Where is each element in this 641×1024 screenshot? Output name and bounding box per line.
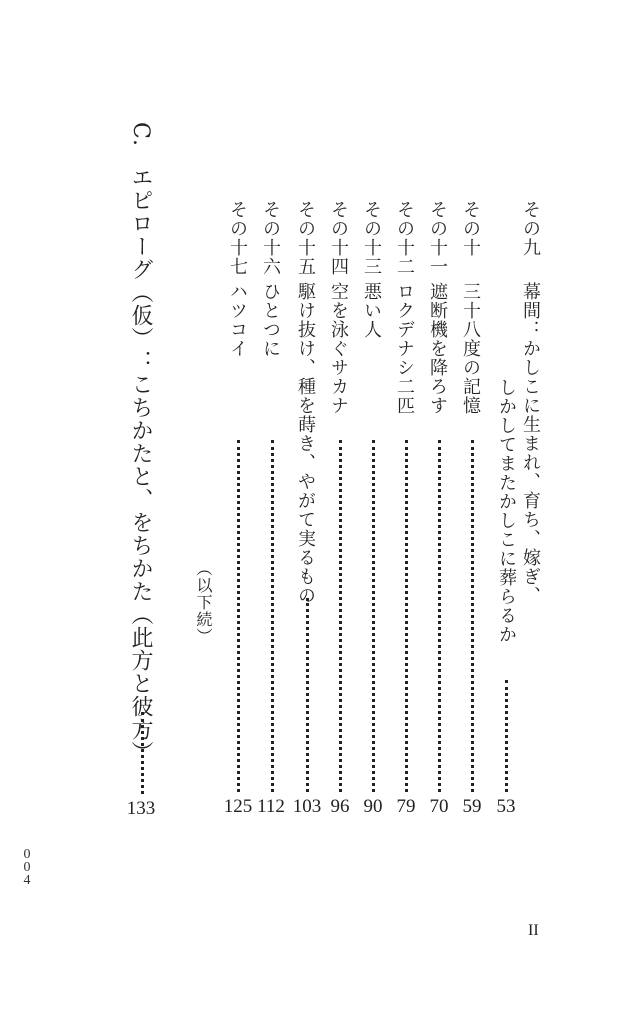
toc-title-15: 駆け抜け、種を蒔き、やがて実るもの <box>295 282 316 605</box>
toc-page-11[interactable]: 70 <box>429 796 449 817</box>
leader-dots <box>372 440 378 792</box>
toc-page-17[interactable]: 125 <box>223 796 253 817</box>
leader-dots <box>505 680 511 792</box>
toc-title-10: 三十八度の記憶 <box>460 282 481 415</box>
toc-label-12: その十二 <box>394 200 415 276</box>
toc-label-15: その十五 <box>295 200 316 276</box>
leader-dots <box>339 440 345 792</box>
toc-label-10: その十 <box>460 200 481 257</box>
toc-label-16: その十六 <box>260 200 281 276</box>
toc-page-15[interactable]: 103 <box>292 796 322 817</box>
toc-title-11: 遮断機を降ろす <box>427 282 448 415</box>
leader-dots <box>141 712 147 794</box>
toc-label-14: その十四 <box>328 200 349 276</box>
toc-page-9[interactable]: 53 <box>496 796 516 817</box>
leader-dots <box>438 440 444 792</box>
toc-page-12[interactable]: 79 <box>396 796 416 817</box>
page-folio <box>20 848 34 887</box>
continued-note: （以下続） <box>194 560 213 645</box>
toc-title-17: ハツコイ <box>227 282 248 358</box>
toc-label-11: その十一 <box>427 200 448 276</box>
folio-digit: 0 <box>23 860 31 875</box>
toc-title-9: 幕間：かしこに生まれ、育ち、嫁ぎ、 <box>520 282 541 605</box>
toc-label-9: その九 <box>520 200 541 257</box>
toc-title-12: ロクデナシ二匹 <box>394 282 415 415</box>
folio-digit: 4 <box>23 873 31 888</box>
toc-page-16[interactable]: 112 <box>257 796 285 817</box>
epilogue-page[interactable]: 133 <box>126 798 156 819</box>
folio-digit: 0 <box>23 847 31 862</box>
toc-title-14: 空を泳ぐサカナ <box>328 282 349 415</box>
leader-dots <box>271 440 277 792</box>
toc-title-9-line2: しかしてまたかしこに葬らるか <box>496 378 517 644</box>
toc-page-10[interactable]: 59 <box>462 796 482 817</box>
toc-page-13[interactable]: 90 <box>363 796 383 817</box>
toc-title-16: ひとつに <box>260 282 281 358</box>
leader-dots <box>405 440 411 792</box>
leader-dots <box>471 440 477 792</box>
toc-page-14[interactable]: 96 <box>330 796 350 817</box>
toc-title-13: 悪い人 <box>361 282 382 339</box>
toc-label-17: その十七 <box>227 200 248 276</box>
epilogue-title: エピローグ（仮）：こちかたと、をちかた（此方と彼方） <box>128 166 153 764</box>
leader-dots <box>306 598 312 792</box>
part-marker: II <box>528 922 539 939</box>
leader-dots <box>237 440 243 792</box>
toc-label-13: その十三 <box>361 200 382 276</box>
epilogue-label: C. <box>128 122 153 148</box>
